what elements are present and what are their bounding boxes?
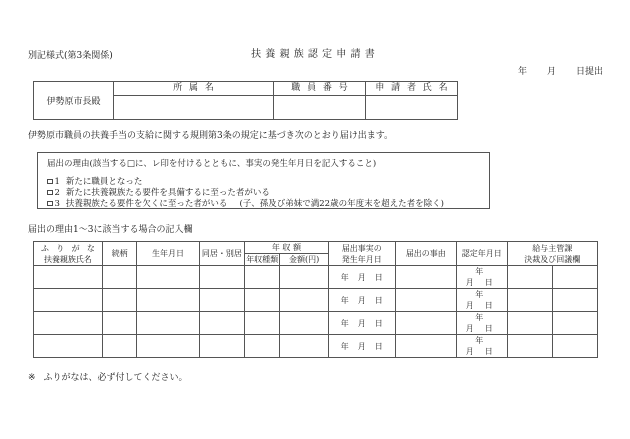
- reason-label: 扶養親族たる要件を欠くに至った者がいる: [65, 199, 228, 209]
- checkbox-icon[interactable]: [47, 201, 53, 207]
- approval-date-year: 年: [475, 267, 484, 276]
- col-header-relation: 続柄: [102, 242, 136, 266]
- page-title-text: 扶養親族認定申請書: [251, 49, 379, 60]
- table-row: [34, 312, 598, 335]
- cell-income-kind[interactable]: [244, 266, 280, 289]
- date-day: 日: [374, 318, 383, 328]
- date-day: 日: [374, 295, 383, 305]
- cell-event-date[interactable]: [328, 266, 395, 289]
- date-month: 月: [357, 295, 366, 305]
- col-header-residence: 同居・別居: [199, 242, 244, 266]
- date-day: 日: [374, 272, 383, 282]
- col-header-payroll-line2: 決裁及び回議欄: [524, 254, 581, 264]
- date-year: 年: [340, 295, 349, 305]
- cell-relation[interactable]: [102, 335, 136, 358]
- reason-heading: 届出の理由(該当する□に、レ印を付けるとともに、事実の発生年月日を記入すること): [47, 159, 377, 169]
- approval-date-year: 年: [475, 336, 484, 345]
- table-row: [34, 289, 598, 312]
- cell-approval-date[interactable]: [456, 289, 507, 312]
- cell-approval-date[interactable]: [456, 266, 507, 289]
- cell-payroll-b[interactable]: [552, 335, 597, 358]
- col-header-income-kind: 年収種類: [246, 255, 279, 264]
- col-header-approval-date: 認定年月日: [456, 242, 507, 266]
- cell-income-amount[interactable]: [280, 312, 328, 335]
- approval-date-day: 日: [484, 278, 493, 287]
- cell-income-kind[interactable]: [244, 312, 280, 335]
- date-year: 年: [340, 341, 349, 351]
- cell-payroll-a[interactable]: [507, 312, 552, 335]
- approval-date-day: 日: [484, 324, 493, 333]
- approval-date-year: 年: [475, 313, 484, 322]
- cell-residence[interactable]: [199, 266, 244, 289]
- reason-number: 1: [54, 177, 60, 187]
- header-applicant-name: 申 請 者 氏 名: [366, 82, 458, 96]
- cell-income-amount[interactable]: [280, 289, 328, 312]
- approval-date-day: 日: [484, 347, 493, 356]
- cell-payroll-a[interactable]: [507, 266, 552, 289]
- cell-reason[interactable]: [395, 335, 456, 358]
- cell-payroll-b[interactable]: [552, 289, 597, 312]
- reason-number: 2: [54, 188, 60, 198]
- form-code: 別記様式(第3条関係): [28, 51, 113, 61]
- section-label: 届出の理由1～3に該当する場合の記入欄: [28, 225, 193, 235]
- statement-paragraph: 伊勢原市職員の扶養手当の支給に関する規則第3条の規定に基づき次のとおり届け出ます。: [28, 131, 394, 141]
- col-header-name-line1: ふ り が な: [40, 243, 98, 253]
- submit-date-line: [0, 66, 603, 79]
- cell-reason[interactable]: [395, 266, 456, 289]
- col-header-income-group: 年 収 額: [244, 242, 328, 254]
- approval-date-month: 月: [465, 278, 474, 287]
- cell-birthdate[interactable]: [137, 289, 199, 312]
- footnote-text: ふりがなは、必ず付してください。: [43, 373, 188, 383]
- col-header-payroll: [507, 242, 597, 266]
- checkbox-icon[interactable]: [47, 179, 53, 185]
- cell-residence[interactable]: [199, 289, 244, 312]
- cell-residence[interactable]: [199, 335, 244, 358]
- submit-date-day: 日提出: [575, 67, 603, 77]
- col-header-income-amount: 金額(円): [280, 254, 328, 266]
- cell-event-date[interactable]: [328, 335, 395, 358]
- cell-approval-date[interactable]: [456, 312, 507, 335]
- cell-birthdate[interactable]: [137, 335, 199, 358]
- cell-name[interactable]: [34, 335, 103, 358]
- cell-income-kind[interactable]: [244, 335, 280, 358]
- page-title: [0, 48, 630, 62]
- date-year: 年: [340, 318, 349, 328]
- table-row: [34, 82, 458, 96]
- list-item[interactable]: [47, 177, 444, 188]
- col-header-name-line2: 扶養親族氏名: [43, 254, 92, 264]
- list-item[interactable]: [47, 188, 444, 199]
- reason-number: 3: [54, 199, 60, 209]
- cell-reason[interactable]: [395, 312, 456, 335]
- col-header-payroll-line1: 給与主管課: [532, 243, 573, 253]
- field-employee-number[interactable]: [274, 96, 366, 120]
- reason-list: [47, 177, 444, 210]
- col-header-event-date: [328, 242, 395, 266]
- table-header-row: [34, 242, 598, 254]
- cell-payroll-a[interactable]: [507, 289, 552, 312]
- cell-relation[interactable]: [102, 312, 136, 335]
- cell-income-kind[interactable]: [244, 289, 280, 312]
- date-month: 月: [357, 318, 366, 328]
- cell-birthdate[interactable]: [137, 312, 199, 335]
- cell-birthdate[interactable]: [137, 266, 199, 289]
- approval-date-month: 月: [465, 324, 474, 333]
- col-header-reason: 届出の事由: [395, 242, 456, 266]
- table-row: [34, 335, 598, 358]
- cell-event-date[interactable]: [328, 289, 395, 312]
- date-month: 月: [357, 272, 366, 282]
- field-department[interactable]: [114, 96, 274, 120]
- cell-relation[interactable]: [102, 289, 136, 312]
- cell-approval-date[interactable]: [456, 335, 507, 358]
- applicant-table: [33, 81, 458, 120]
- approval-date-day: 日: [484, 301, 493, 310]
- list-item[interactable]: [47, 199, 444, 210]
- col-header-birthdate: 生年月日: [137, 242, 199, 266]
- footnote-mark: ※: [28, 373, 36, 383]
- cell-relation[interactable]: [102, 266, 136, 289]
- approval-date-month: 月: [465, 347, 474, 356]
- field-applicant-name[interactable]: [366, 96, 458, 120]
- addressee-cell: 伊勢原市長殿: [34, 82, 114, 120]
- cell-name[interactable]: [34, 289, 103, 312]
- date-year: 年: [340, 272, 349, 282]
- date-day: 日: [374, 341, 383, 351]
- approval-date-year: 年: [475, 290, 484, 299]
- cell-payroll-b[interactable]: [552, 312, 597, 335]
- col-header-name: [34, 242, 103, 266]
- table-row: [34, 266, 598, 289]
- cell-payroll-a[interactable]: [507, 335, 552, 358]
- cell-name[interactable]: [34, 266, 103, 289]
- col-header-event-date-line1: 届出事実の: [341, 243, 382, 253]
- checkbox-icon[interactable]: [47, 190, 53, 196]
- submit-date-month: 月: [546, 67, 556, 77]
- footnote: [28, 372, 188, 384]
- cell-income-amount[interactable]: [280, 266, 328, 289]
- reason-note: (子、孫及び弟妹で満22歳の年度末を超えた者を除く): [239, 199, 444, 209]
- submit-date-year: 年: [517, 67, 527, 77]
- cell-reason[interactable]: [395, 289, 456, 312]
- dependents-table-body: [34, 266, 598, 358]
- reason-box: [37, 152, 490, 209]
- cell-payroll-b[interactable]: [552, 266, 597, 289]
- cell-income-amount[interactable]: [280, 335, 328, 358]
- header-department: 所 属 名: [114, 82, 274, 96]
- header-employee-number: 職 員 番 号: [274, 82, 366, 96]
- reason-label: 新たに職員となった: [65, 177, 143, 187]
- reason-label: 新たに扶養親族たる要件を具備するに至った者がいる: [65, 188, 270, 198]
- date-month: 月: [357, 341, 366, 351]
- cell-event-date[interactable]: [328, 312, 395, 335]
- approval-date-month: 月: [465, 301, 474, 310]
- dependents-table: [33, 241, 598, 358]
- col-header-event-date-line2: 発生年月日: [341, 254, 382, 264]
- cell-name[interactable]: [34, 312, 103, 335]
- cell-residence[interactable]: [199, 312, 244, 335]
